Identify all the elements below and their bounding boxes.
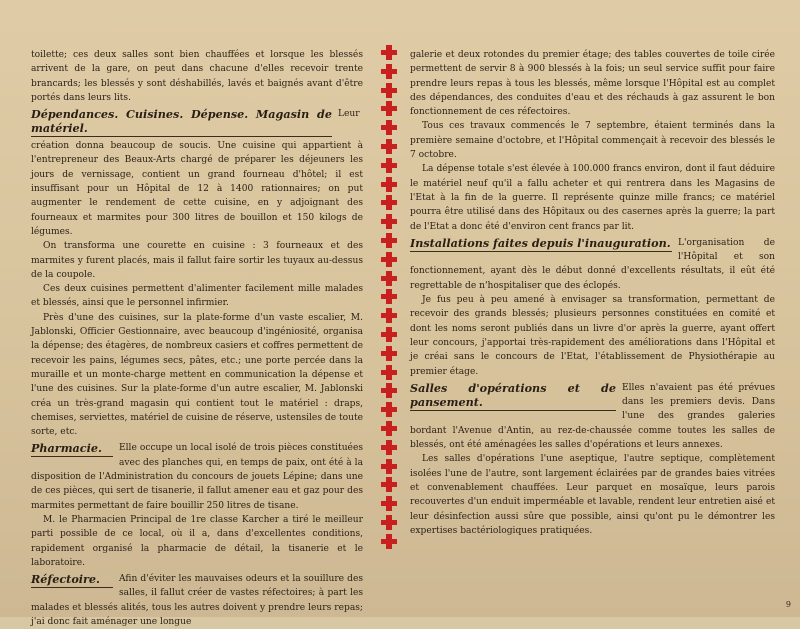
- red-cross-icon: [380, 288, 398, 305]
- right-column: [410, 48, 775, 538]
- red-cross-icon: [380, 176, 398, 193]
- red-cross-icon: [380, 514, 398, 531]
- paragraph: La dépense totale s'est élevée à 100.000 francs environ, dont il faut déduire le matériel neuf qu'il a fallu acheter et qui rentrera dans les Magasins de l'Etat à la fin de la guerre. Il représente quinze mille francs; ce matériel pourra être utilisé dans des Hôpitaux ou des casernes après la guerre; la part de l'Etat a donc été d'environ cent francs par lit.: [410, 164, 775, 232]
- red-cross-icon: [380, 401, 398, 418]
- left-column: [31, 48, 363, 629]
- red-cross-icon: [380, 345, 398, 362]
- red-cross-icon: [380, 232, 398, 249]
- red-cross-icon: [380, 307, 398, 324]
- section-heading: Pharmacie.: [31, 441, 113, 457]
- paragraph: Je fus peu à peu amené à envisager sa transformation, permettant de recevoir des grands blessés; plusieurs personnes constituées en comité et dont les noms seront publiés dans un livre d'or après la guerre, ayant offert leur concours, j'apportai très-rapidement des améliorations dans l'Hôpital et je créai sans le concours de l'Etat, l'établissement de Physiothérapie au premier étage.: [410, 295, 775, 377]
- section-heading: Dépendances. Cuisines. Dépense. Magasin de matériel.: [31, 107, 332, 136]
- paragraph: Tous ces travaux commencés le 7 septembre, étaient terminés dans la première semaine d'octobre, et l'Hôpital commençait à recevoir des blessés le 7 octobre.: [410, 121, 775, 161]
- page-number: 9: [785, 600, 791, 609]
- paragraph: Elle occupe un local isolé de trois pièces constituées avec des planches qui, en temps de paix, ont été à la disposition de l'Administration du concours de jouets Lépine; dans une de ces pièces, qui sert de tisanerie, il fallut amener eau et gaz pour des marmites permettant de faire bouillir 250 litres de tisane.: [31, 443, 363, 511]
- red-cross-icon: [380, 44, 398, 61]
- red-cross-icon: [380, 63, 398, 80]
- red-cross-icon: [380, 495, 398, 512]
- red-cross-icon: [380, 439, 398, 456]
- paragraph: galerie et deux rotondes du premier étage; des tables couvertes de toile cirée permettent de servir 8 à 900 blessés à la fois; un seul service suffit pour faire prendre leurs repas à tous les blessés, même lorsque l'Hôpital est au complet des dépendances, des conduites d'eau et des réchauds à gaz assurent le bon fonctionnement de ces réfectoires.: [410, 50, 775, 118]
- section-heading: Installations faites depuis l'inauguration.: [410, 235, 671, 250]
- red-cross-icon: [380, 194, 398, 211]
- red-cross-icon: [380, 364, 398, 381]
- red-cross-icon: [380, 251, 398, 268]
- red-cross-icon: [380, 82, 398, 99]
- section-installations: [410, 236, 775, 293]
- paragraph: toilette; ces deux salles sont bien chauffées et lorsque les blessés arrivent de la gare, on peut dans chacune d'elles recevoir trente brancards; les blessés y sont déshabillés, lavés et baignés avant d'être portés dans leurs lits.: [31, 50, 363, 103]
- section-refectoire: [31, 572, 363, 629]
- paragraph: L'organisation de l'Hôpital et son fonctionnement, ayant dès le début donné d'excellents résultats, il eût été regrettable de n'hospitaliser que des éclopés.: [410, 237, 775, 291]
- section-heading: Salles d'opérations et de pansement.: [410, 380, 616, 409]
- red-cross-icon: [380, 420, 398, 437]
- red-cross-icon: [380, 119, 398, 136]
- red-cross-icon: [380, 326, 398, 343]
- paragraph: M. le Pharmacien Principal de 1re classe Karcher a tiré le meilleur parti possible de ce local, où il a, dans d'excellentes conditions, rapidement organisé la pharmacie de détail, la tisanerie et le laboratoire.: [31, 514, 363, 568]
- red-cross-icon: [380, 382, 398, 399]
- section-salles-operations: [410, 381, 775, 452]
- red-cross-icon: [380, 476, 398, 493]
- red-cross-divider: [377, 44, 401, 559]
- paragraph: Ces deux cuisines permettent d'alimenter facilement mille malades et blessés, ainsi que le personnel infirmier.: [31, 284, 363, 309]
- red-cross-icon: [380, 533, 398, 550]
- red-cross-icon: [380, 458, 398, 475]
- section-heading: Réfectoire.: [31, 572, 113, 588]
- paragraph: On transforma une courette en cuisine : 3 fourneaux et des marmites y furent placés, mais il fallut faire sortir les tuyaux au-dessus de la coupole.: [31, 241, 363, 280]
- red-cross-icon: [380, 157, 398, 174]
- red-cross-icon: [380, 100, 398, 117]
- paragraph: Près d'une des cuisines, sur la plate-forme d'un vaste escalier, M. Jablonski, Officier Gestionnaire, avec beaucoup d'ingéniosité, organisa la dépense; des étagères, de nombreux casiers et coffres permettent de recevoir les pains, légumes secs, pâtes, etc.; une porte percée dans la muraille et un monte-charge mettent en communication la dépense et l'une des cuisines. Sur la plate-forme d'un autre escalier, M. Jablonski créa un très-grand magasin qui contient tout le matériel : draps, chemises, serviettes, matériel de cuisine de réserve, ustensiles de toute sorte, etc.: [31, 312, 363, 438]
- red-cross-icon: [380, 213, 398, 230]
- red-cross-icon: [380, 270, 398, 287]
- section-dependances: [31, 107, 363, 239]
- paragraph: Elles n'avaient pas été prévues dans les premiers devis. Dans l'une des grandes galeries bordant l'Avenue d'Antin, au rez-de-chaussée comme toutes les salles de blessés, ont été aménagées les salles d'opérations et leurs annexes.: [410, 382, 775, 451]
- paragraph: Afin d'éviter les mauvaises odeurs et la souillure des salles, il fallut créer de vastes réfectoires; à part les malades et blessés alités, tous les autres doivent y prendre leurs repas; j'ai donc fait aménager une longue: [31, 574, 363, 627]
- red-cross-icon: [380, 138, 398, 155]
- section-pharmacie: [31, 441, 363, 512]
- paragraph: Les salles d'opérations l'une aseptique, l'autre septique, complètement isolées l'une de l'autre, sont largement éclairées par de grandes baies vitrées et convenablement chauffées. Leur parquet en mosaïque, leurs parois recouvertes d'un enduit imperméable et lavable, rendent leur entretien aisé et leur désinfection aussi sûre que possible, ainsi qu'ont pu le démontrer les expertises bactériologiques pratiquées.: [410, 454, 775, 536]
- paragraph: Leur création donna beaucoup de soucis. Une cuisine qui appartient à l'entrepreneur des Beaux-Arts chargé de préparer les déjeuners les jours de vernissage, contient un grand fourneau d'hôtel; il est insuffisant pour un Hôpital de 12 à 1400 rationnaires; on put augmenter le rendement de cette cuisine, en y adjoignant des fourneaux et marmites pour 300 litres de bouillon et 150 kilogs de légumes.: [31, 109, 363, 237]
